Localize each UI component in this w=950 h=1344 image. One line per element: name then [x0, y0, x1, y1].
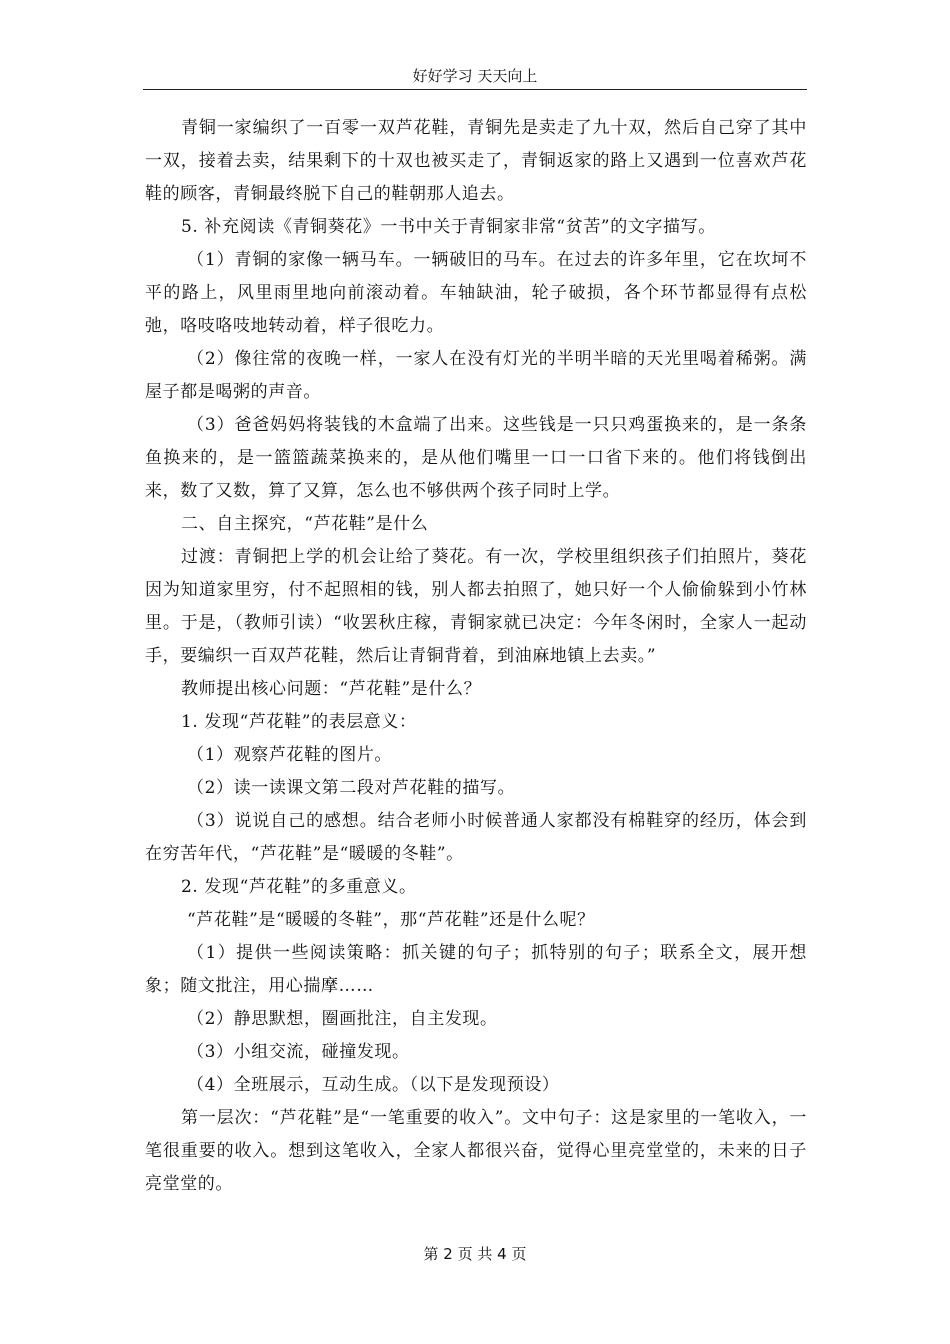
paragraph-supplement-reading: 5. 补充阅读《青铜葵花》一书中关于青铜家非常“贫苦”的文字描写。 [181, 217, 716, 237]
paragraph-excerpt-3: （3）爸爸妈妈将装钱的木盒端了出来。这些钱是一只只鸡蛋换来的，是一条条鱼换来的，是一篮篮蔬菜换来的，是从他们嘴里一口一口省下来的。他们将钱倒出来，数了又数，算了又算，怎么也不够供两个孩子同时上学。 [145, 415, 807, 501]
document-body [145, 112, 807, 1201]
paragraph-excerpt-1: （1）青铜的家像一辆马车。一辆破旧的马车。在过去的许多年里，它在坎坷不平的路上，风里雨里地向前滚动着。车轴缺油，轮子破损，各个环节都显得有点松弛，咯吱咯吱地转动着，样子很吃力。 [145, 250, 807, 336]
paragraph-core-question: 教师提出核心问题：“芦花鞋”是什么？ [181, 679, 482, 699]
header-divider [143, 89, 807, 90]
paragraph-strategy-4: （4）全班展示，互动生成。（以下是发现预设） [187, 1075, 560, 1095]
paragraph-strategy-3: （3）小组交流，碰撞发现。 [187, 1042, 410, 1062]
paragraph-excerpt-2: （2）像往常的夜晚一样，一家人在没有灯光的半明半暗的天光里喝着稀粥。满屋子都是喝粥的声音。 [145, 349, 807, 402]
section-heading-2: 二、自主探究，“芦花鞋”是什么 [181, 514, 429, 534]
paragraph-first-level: 第一层次：“芦花鞋”是“一笔重要的收入”。文中句子：这是家里的一笔收入，一笔很重要的收入。想到这笔收入，全家人都很兴奋，觉得心里亮堂堂的，未来的日子亮堂堂的。 [145, 1108, 807, 1194]
paragraph-strategy-1: （1）提供一些阅读策略：抓关键的句子；抓特别的句子；联系全文，展开想象；随文批注，用心揣摩…… [145, 943, 807, 996]
paragraph-surface-meaning: 1. 发现“芦花鞋”的表层意义： [181, 712, 417, 732]
paragraph-transition: 过渡：青铜把上学的机会让给了葵花。有一次，学校里组织孩子们拍照片，葵花因为知道家里穷，付不起照相的钱，别人都去拍照了，她只好一个人偷偷躲到小竹林里。于是，（教师引读）“收罢秋庄稼，青铜家就已决定：今年冬闲时，全家人一起动手，要编织一百双芦花鞋，然后让青铜背着，到油麻地镇上去卖。” [145, 547, 807, 666]
page-footer: 第 2 页 共 4 页 [423, 1245, 527, 1263]
paragraph-strategy-2: （2）静思默想，圈画批注，自主发现。 [187, 1009, 498, 1029]
paragraph-story-summary: 青铜一家编织了一百零一双芦花鞋，青铜先是卖走了九十双，然后自己穿了其中一双，接着去卖，结果剩下的十双也被买走了，青铜返家的路上又遇到一位喜欢芦花鞋的顾客，青铜最终脱下自己的鞋朝那人追去。 [145, 118, 807, 204]
paragraph-step-3: （3）说说自己的感想。结合老师小时候普通人家都没有棉鞋穿的经历，体会到在穷苦年代，“芦花鞋”是“暖暖的冬鞋”。 [145, 811, 807, 864]
paragraph-step-2: （2）读一读课文第二段对芦花鞋的描写。 [187, 778, 516, 798]
paragraph-multiple-meaning: 2. 发现“芦花鞋”的多重意义。 [181, 877, 417, 897]
paragraph-question: “芦花鞋”是“暖暖的冬鞋”，那“芦花鞋”还是什么呢？ [187, 910, 595, 930]
paragraph-step-1: （1）观察芦花鞋的图片。 [187, 745, 393, 765]
page-header: 好好学习 天天向上 [412, 67, 538, 85]
